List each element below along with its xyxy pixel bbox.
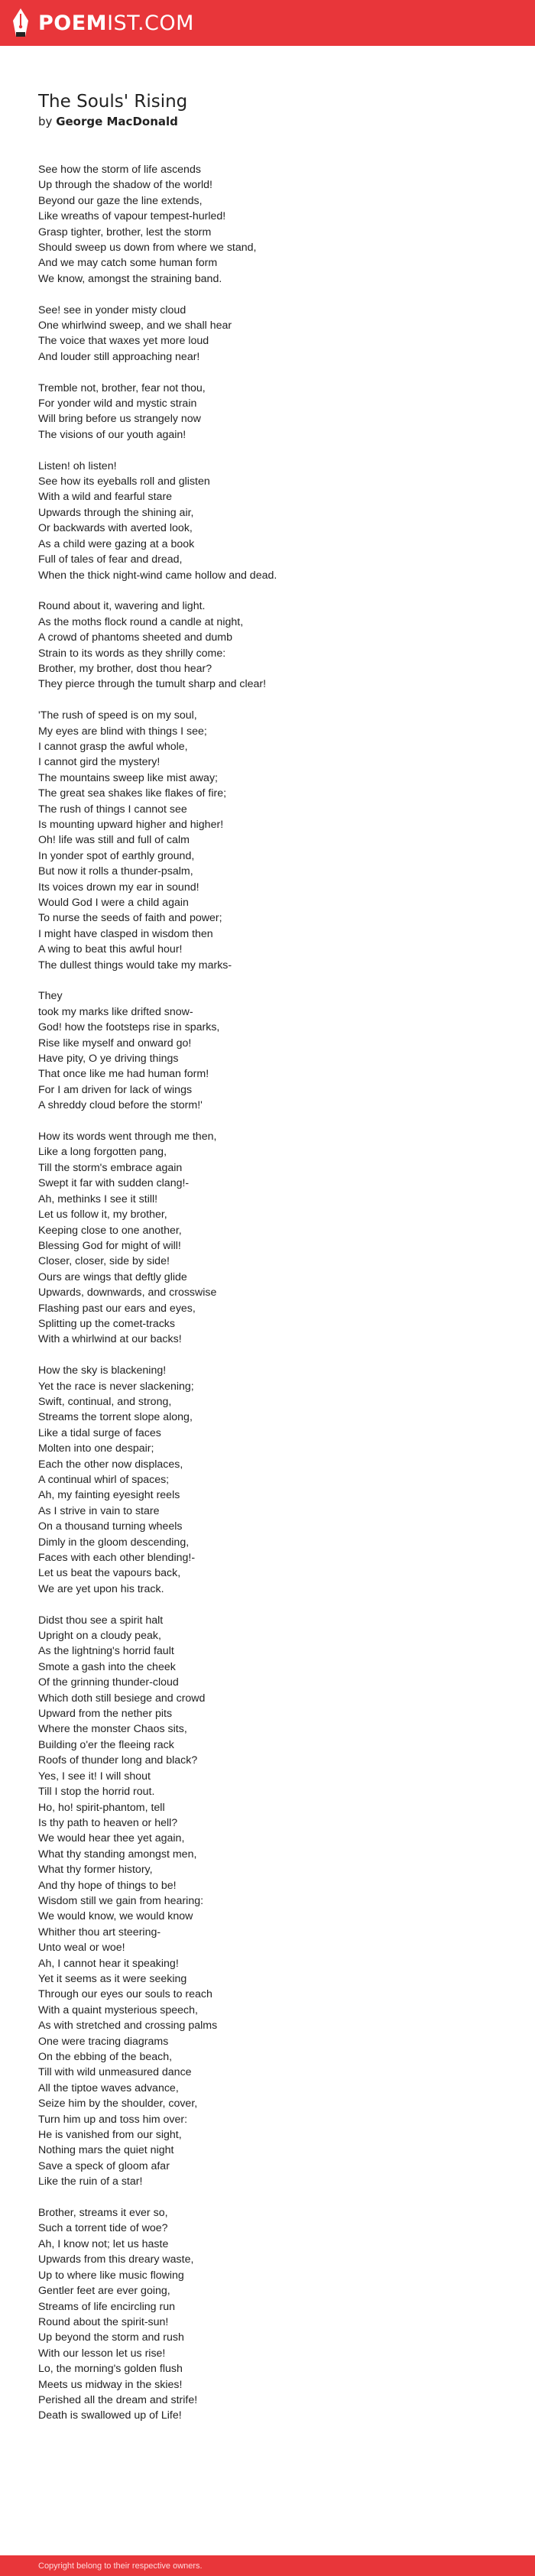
poem-line: Upright on a cloudy peak,: [38, 1630, 161, 1643]
poem-line: Nothing mars the quiet night: [38, 2144, 174, 2157]
poem-line: Oh! life was still and full of calm: [38, 834, 190, 847]
poem-stanza: [38, 1613, 497, 2190]
poem-line: With our lesson let us rise!: [38, 2347, 166, 2360]
pen-nib-icon: [11, 8, 31, 38]
poem-line: Roofs of thunder long and black?: [38, 1754, 198, 1767]
poem-line: I cannot grasp the awful whole,: [38, 740, 188, 753]
poem-line: He is vanished from our sight,: [38, 2129, 182, 2142]
poem-line: Didst thou see a spirit halt: [38, 1614, 164, 1627]
poem-stanza: [38, 708, 497, 973]
poem-line: The voice that waxes yet more loud: [38, 335, 209, 348]
poem-line: Gentler feet are ever going,: [38, 2285, 170, 2298]
poem-line: Like a tidal surge of faces: [38, 1426, 161, 1439]
poem-line: The dullest things would take my marks-: [38, 959, 232, 972]
poem-line: When the thick night-wind came hollow and dead.: [38, 569, 277, 582]
poem-line: Tremble not, brother, fear not thou,: [38, 381, 206, 394]
poem-line: Swift, continual, and strong,: [38, 1395, 172, 1408]
poem-stanza: [38, 1129, 497, 1348]
poem-line: One whirlwind sweep, and we shall hear: [38, 320, 232, 333]
poem-line: On a thousand turning wheels: [38, 1520, 183, 1533]
poem-line: On the ebbing of the beach,: [38, 2051, 173, 2064]
poem-line: Till I stop the horrid rout.: [38, 1786, 155, 1799]
poem-line: Of the grinning thunder-cloud: [38, 1676, 179, 1689]
copyright-text: Copyright belong to their respective owners.: [38, 2561, 203, 2571]
poem-line: Where the monster Chaos sits,: [38, 1723, 187, 1736]
poem-stanza: [38, 599, 497, 692]
logo-text-strong: POEM: [38, 11, 108, 35]
poem-line: Ho, ho! spirit-phantom, tell: [38, 1801, 165, 1814]
poem-line: Yet the race is never slackening;: [38, 1380, 194, 1393]
poem-line: Building o'er the fleeing rack: [38, 1738, 174, 1751]
poem-line: Or backwards with averted look,: [38, 522, 193, 535]
poem-line: Round about the spirit-sun!: [38, 2315, 169, 2328]
poem-line: Till with wild unmeasured dance: [38, 2066, 192, 2079]
poem-line: Whither thou art steering-: [38, 1926, 161, 1938]
poem-line: They: [38, 990, 63, 1003]
poem-stanza: [38, 988, 497, 1113]
poem-line: All the tiptoe waves advance,: [38, 2081, 179, 2094]
poem-line: The great sea shakes like flakes of fire;: [38, 787, 227, 800]
poem-stanza: [38, 303, 497, 365]
poem-line: With a wild and fearful stare: [38, 491, 173, 504]
poem-line: Rise like myself and onward go!: [38, 1037, 192, 1050]
poem-line: Let us beat the vapours back,: [38, 1567, 181, 1580]
poem-stanza: [38, 162, 497, 287]
poem-line: That once like me had human form!: [38, 1068, 209, 1081]
poem-line: Yet it seems as it were seeking: [38, 1972, 187, 1985]
poem-line: Up through the shadow of the world!: [38, 179, 212, 192]
poem-line: Is thy path to heaven or hell?: [38, 1816, 178, 1829]
poem-line: For I am driven for lack of wings: [38, 1083, 193, 1096]
poem-line: I might have clasped in wisdom then: [38, 927, 213, 940]
logo-text-light: IST.COM: [107, 11, 194, 35]
poem-line: Up beyond the storm and rush: [38, 2331, 184, 2344]
poem-line: Upwards from this dreary waste,: [38, 2253, 194, 2266]
poem-line: Streams the torrent slope along,: [38, 1411, 193, 1424]
poem-line: I cannot gird the mystery!: [38, 756, 160, 769]
poem-line: Lo, the morning's golden flush: [38, 2363, 183, 2376]
poem-line: Upward from the nether pits: [38, 1708, 173, 1721]
poem-line: The mountains sweep like mist away;: [38, 771, 218, 784]
poem-line: We would know, we would know: [38, 1910, 193, 1923]
poem-line: Full of tales of fear and dread,: [38, 553, 183, 566]
poem-line: Ah, my fainting eyesight reels: [38, 1489, 180, 1502]
poem-line: A continual whirl of spaces;: [38, 1474, 170, 1486]
poem-line: Brother, streams it ever so,: [38, 2207, 168, 2220]
poem-line: 'The rush of speed is on my soul,: [38, 709, 197, 722]
poem-line: With a whirlwind at our backs!: [38, 1333, 182, 1346]
poem-content: [0, 46, 535, 2424]
poem-line: Ours are wings that deftly glide: [38, 1270, 187, 1283]
site-footer: [0, 2555, 535, 2576]
site-logo[interactable]: [38, 13, 194, 34]
poem-line: Through our eyes our souls to reach: [38, 1988, 212, 2001]
poem-line: Let us follow it, my brother,: [38, 1209, 167, 1221]
byline: [38, 113, 497, 130]
poem-line: Have pity, O ye driving things: [38, 1053, 179, 1066]
poem-line: Death is swallowed up of Life!: [38, 2409, 182, 2422]
poem-line: And we may catch some human form: [38, 257, 218, 270]
site-header: [0, 0, 535, 46]
poem-line: Upwards, downwards, and crosswise: [38, 1286, 217, 1299]
poem-line: Round about it, wavering and light.: [38, 600, 206, 613]
poem-line: We know, amongst the straining band.: [38, 272, 222, 285]
poem-line: Its voices drown my ear in sound!: [38, 881, 199, 894]
poem-stanza: [38, 459, 497, 583]
poem-line: They pierce through the tumult sharp and clear!: [38, 678, 267, 691]
poem-line: See how its eyeballs roll and glisten: [38, 475, 210, 488]
poem-line: Grasp tighter, brother, lest the storm: [38, 225, 212, 238]
poem-line: Like wreaths of vapour tempest-hurled!: [38, 210, 226, 223]
poem-body: [38, 162, 497, 2424]
poem-stanza: [38, 1363, 497, 1597]
poem-line: Strain to its words as they shrilly come:: [38, 647, 226, 660]
poem-line: Such a torrent tide of woe?: [38, 2222, 168, 2235]
poem-line: Would God I were a child again: [38, 897, 189, 910]
poem-line: Which doth still besiege and crowd: [38, 1692, 206, 1705]
poem-line: Streams of life encircling run: [38, 2300, 175, 2313]
poem-line: The visions of our youth again!: [38, 428, 186, 441]
poem-line: Is mounting upward higher and higher!: [38, 818, 224, 831]
poem-line: Wisdom still we gain from hearing:: [38, 1894, 204, 1907]
poem-line: Faces with each other blending!-: [38, 1552, 196, 1565]
poem-line: Like the ruin of a star!: [38, 2175, 143, 2188]
poem-line: Keeping close to one another,: [38, 1224, 182, 1237]
poem-line: Closer, closer, side by side!: [38, 1255, 170, 1268]
poem-line: Meets us midway in the skies!: [38, 2378, 183, 2391]
poem-line: And louder still approaching near!: [38, 350, 200, 363]
poem-line: Seize him by the shoulder, cover,: [38, 2097, 198, 2110]
poem-line: Yes, I see it! I will shout: [38, 1770, 151, 1783]
poem-line: How its words went through me then,: [38, 1131, 217, 1144]
poem-line: Till the storm's embrace again: [38, 1161, 183, 1174]
poem-line: Ah, I cannot hear it speaking!: [38, 1957, 179, 1970]
poem-line: Each the other now displaces,: [38, 1458, 183, 1471]
poem-line: Ah, methinks I see it still!: [38, 1192, 158, 1205]
poem-line: Swept it far with sudden clang!-: [38, 1177, 190, 1190]
poem-line: As I strive in vain to stare: [38, 1504, 160, 1517]
author-link[interactable]: George MacDonald: [56, 115, 178, 128]
poem-line: As the moths flock round a candle at night,: [38, 615, 244, 628]
poem-line: Will bring before us strangely now: [38, 413, 201, 426]
poem-line: took my marks like drifted snow-: [38, 1005, 193, 1018]
byline-prefix: by: [38, 115, 53, 128]
poem-line: Like a long forgotten pang,: [38, 1146, 167, 1159]
poem-line: How the sky is blackening!: [38, 1364, 167, 1377]
poem-line: Splitting up the comet-tracks: [38, 1317, 175, 1330]
poem-line: As the lightning's horrid fault: [38, 1645, 174, 1658]
poem-line: Beyond our gaze the line extends,: [38, 194, 203, 207]
poem-line: Brother, my brother, dost thou hear?: [38, 662, 212, 675]
poem-stanza: [38, 2205, 497, 2424]
poem-line: As with stretched and crossing palms: [38, 2020, 218, 2033]
poem-line: But now it rolls a thunder-psalm,: [38, 865, 193, 878]
poem-line: Smote a gash into the cheek: [38, 1660, 176, 1673]
poem-line: Perished all the dream and strife!: [38, 2393, 198, 2406]
poem-line: Should sweep us down from where we stand,: [38, 242, 257, 255]
poem-line: Flashing past our ears and eyes,: [38, 1302, 196, 1315]
poem-line: A wing to beat this awful hour!: [38, 943, 183, 956]
poem-line: Ah, I know not; let us haste: [38, 2237, 169, 2250]
poem-line: A shreddy cloud before the storm!': [38, 1099, 203, 1112]
poem-line: God! how the footsteps rise in sparks,: [38, 1021, 220, 1034]
poem-line: Save a speck of gloom afar: [38, 2159, 170, 2172]
poem-line: My eyes are blind with things I see;: [38, 725, 207, 738]
poem-stanza: [38, 381, 497, 443]
poem-line: Turn him up and toss him over:: [38, 2113, 188, 2126]
poem-line: See! see in yonder misty cloud: [38, 303, 186, 316]
poem-line: Unto weal or woe!: [38, 1942, 125, 1955]
poem-line: Molten into one despair;: [38, 1442, 154, 1455]
poem-line: Upwards through the shining air,: [38, 506, 194, 519]
poem-line: For yonder wild and mystic strain: [38, 397, 197, 410]
poem-line: What thy standing amongst men,: [38, 1848, 197, 1861]
poem-line: And thy hope of things to be!: [38, 1879, 177, 1892]
poem-line: One were tracing diagrams: [38, 2035, 169, 2048]
poem-line: As a child were gazing at a book: [38, 537, 195, 550]
poem-line: The rush of things I cannot see: [38, 803, 187, 816]
poem-line: What thy former history,: [38, 1864, 153, 1877]
poem-line: See how the storm of life ascends: [38, 164, 201, 176]
poem-line: Blessing God for might of will!: [38, 1239, 181, 1252]
poem-line: To nurse the seeds of faith and power;: [38, 912, 222, 925]
poem-line: In yonder spot of earthly ground,: [38, 849, 195, 862]
poem-line: With a quaint mysterious speech,: [38, 2003, 198, 2016]
poem-line: We would hear thee yet again,: [38, 1832, 185, 1845]
poem-title: The Souls' Rising: [38, 92, 188, 112]
poem-line: A crowd of phantoms sheeted and dumb: [38, 631, 232, 644]
poem-line: Dimly in the gloom descending,: [38, 1536, 190, 1549]
poem-line: We are yet upon his track.: [38, 1582, 164, 1595]
poem-line: Up to where like music flowing: [38, 2269, 184, 2282]
poem-line: Listen! oh listen!: [38, 459, 117, 472]
